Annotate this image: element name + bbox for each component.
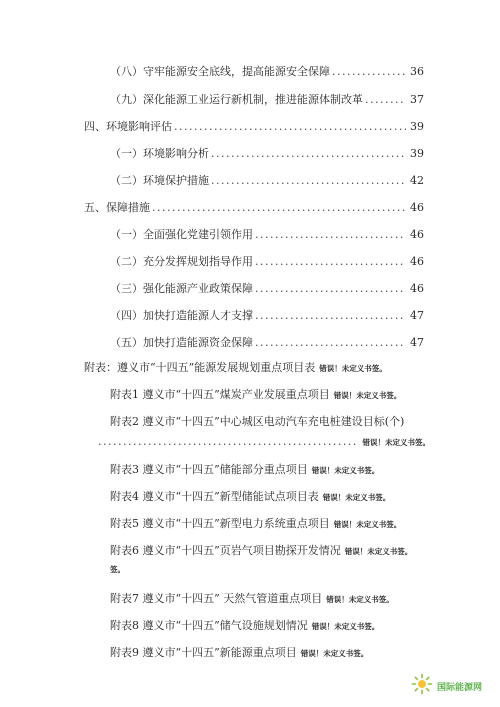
watermark-text: 国际能源网 — [436, 682, 482, 693]
appendix-label: 附表6 遵义市“十四五”页岩气项目勘探开发情况 — [110, 544, 341, 557]
appendix-entry-continuation — [0, 431, 500, 453]
bookmark-error: 错误！未定义书签。 — [319, 364, 387, 373]
toc-leader-dots — [365, 89, 406, 111]
bookmark-error-continuation: 签。 — [110, 565, 125, 574]
toc-entry[interactable] — [0, 143, 500, 165]
bookmark-error: 错误！未定义书签。 — [326, 595, 394, 604]
toc-label: （四）加快打造能源人才支撑 — [110, 309, 253, 322]
toc-leader-dots — [211, 143, 406, 165]
toc-page-number: 42 — [410, 174, 424, 187]
toc-label: （八）守牢能源安全底线，提高能源安全保障 — [110, 65, 330, 78]
appendix-label: 附表1 遵义市“十四五”煤炭产业发展重点项目 — [110, 388, 330, 401]
appendix-entry[interactable] — [0, 411, 500, 433]
bookmark-error: 错误！未定义书签。 — [333, 520, 402, 529]
toc-entry[interactable] — [0, 116, 500, 138]
toc-label: （三）强化能源产业政策保障 — [110, 282, 253, 295]
appendix-entry[interactable] — [0, 459, 500, 481]
toc-label: （九）深化能源工业运行新机制，推进能源体制改革 — [110, 93, 363, 106]
bookmark-error: 错误！未定义书签。 — [362, 438, 430, 447]
toc-page-number: 46 — [410, 282, 424, 295]
watermark-logo — [411, 673, 482, 699]
toc-label: （二）环境保护措施 — [110, 174, 209, 187]
toc-entry[interactable] — [0, 278, 500, 300]
toc-label: （一）全面强化党建引领作用 — [110, 228, 253, 241]
toc-leader-dots — [174, 116, 406, 138]
bookmark-error: 错误！未定义书签。 — [311, 622, 380, 631]
toc-leader-dots — [255, 278, 406, 300]
toc-page-number: 46 — [410, 201, 424, 214]
appendix-entry[interactable] — [0, 615, 500, 637]
toc-label: （一）环境影响分析 — [110, 147, 209, 160]
bookmark-error: 错误！未定义书签。 — [344, 547, 413, 556]
bookmark-error: 错误！未定义书签。 — [311, 466, 380, 475]
appendix-label: 附表3 遵义市“十四五”储能部分重点项目 — [110, 463, 308, 476]
bookmark-error: 错误！未定义书签。 — [300, 649, 369, 658]
toc-leader-dots — [255, 305, 406, 327]
appendix-label: 附表5 遵义市“十四五”新型电力系统重点项目 — [110, 517, 330, 530]
toc-leader-dots — [332, 61, 406, 83]
toc-page-number: 47 — [410, 309, 424, 322]
appendix-entry[interactable] — [0, 642, 500, 664]
appendix-label: 附表8 遵义市“十四五”储气设施规划情况 — [110, 619, 308, 632]
appendix-entry[interactable] — [0, 486, 500, 508]
sun-icon — [411, 673, 433, 699]
appendix-label: 附表4 遵义市“十四五”新型储能试点项目表 — [110, 490, 319, 503]
toc-page-number: 37 — [410, 93, 424, 106]
appendix-label: 附表7 遵义市“十四五” 天然气管道重点项目 — [110, 592, 323, 605]
toc-label: 四、环境影响评估 — [84, 120, 172, 133]
toc-page-number: 39 — [410, 147, 424, 160]
toc-entry[interactable] — [0, 251, 500, 273]
bookmark-error: 错误！未定义书签。 — [322, 493, 391, 502]
toc-page-number: 46 — [410, 228, 424, 241]
toc-leader-dots — [98, 431, 357, 453]
toc-page-number: 36 — [410, 65, 424, 78]
toc-leader-dots — [255, 332, 406, 354]
toc-label: 五、保障措施 — [84, 201, 150, 214]
toc-page-number: 47 — [410, 336, 424, 349]
toc-entry[interactable] — [0, 170, 500, 192]
toc-entry[interactable] — [0, 332, 500, 354]
appendix-entry[interactable] — [0, 384, 500, 406]
toc-label: （五）加快打造能源资金保障 — [110, 336, 253, 349]
appendix-label: 附表：遵义市“十四五”能源发展规划重点项目表 — [84, 361, 316, 374]
toc-page-number: 39 — [410, 120, 424, 133]
toc-page-number: 46 — [410, 255, 424, 268]
bookmark-error: 错误！未定义书签。 — [333, 391, 402, 400]
toc-leader-dots — [211, 170, 406, 192]
appendix-entry[interactable] — [0, 588, 500, 610]
toc-leader-dots — [152, 197, 406, 219]
appendix-label: 附表2 遵义市“十四五”中心城区电动汽车充电桩建设目标(个) — [110, 415, 405, 428]
toc-entry[interactable] — [0, 224, 500, 246]
toc-label: （二）充分发挥规划指导作用 — [110, 255, 253, 268]
toc-entry[interactable] — [0, 89, 500, 111]
toc-leader-dots — [255, 224, 406, 246]
toc-entry[interactable] — [0, 197, 500, 219]
toc-leader-dots — [255, 251, 406, 273]
toc-entry[interactable] — [0, 61, 500, 83]
toc-entry[interactable] — [0, 305, 500, 327]
appendix-label: 附表9 遵义市“十四五”新能源重点项目 — [110, 646, 297, 659]
appendix-entry[interactable] — [0, 357, 500, 379]
appendix-entry[interactable] — [0, 513, 500, 535]
appendix-entry[interactable] — [0, 540, 500, 562]
